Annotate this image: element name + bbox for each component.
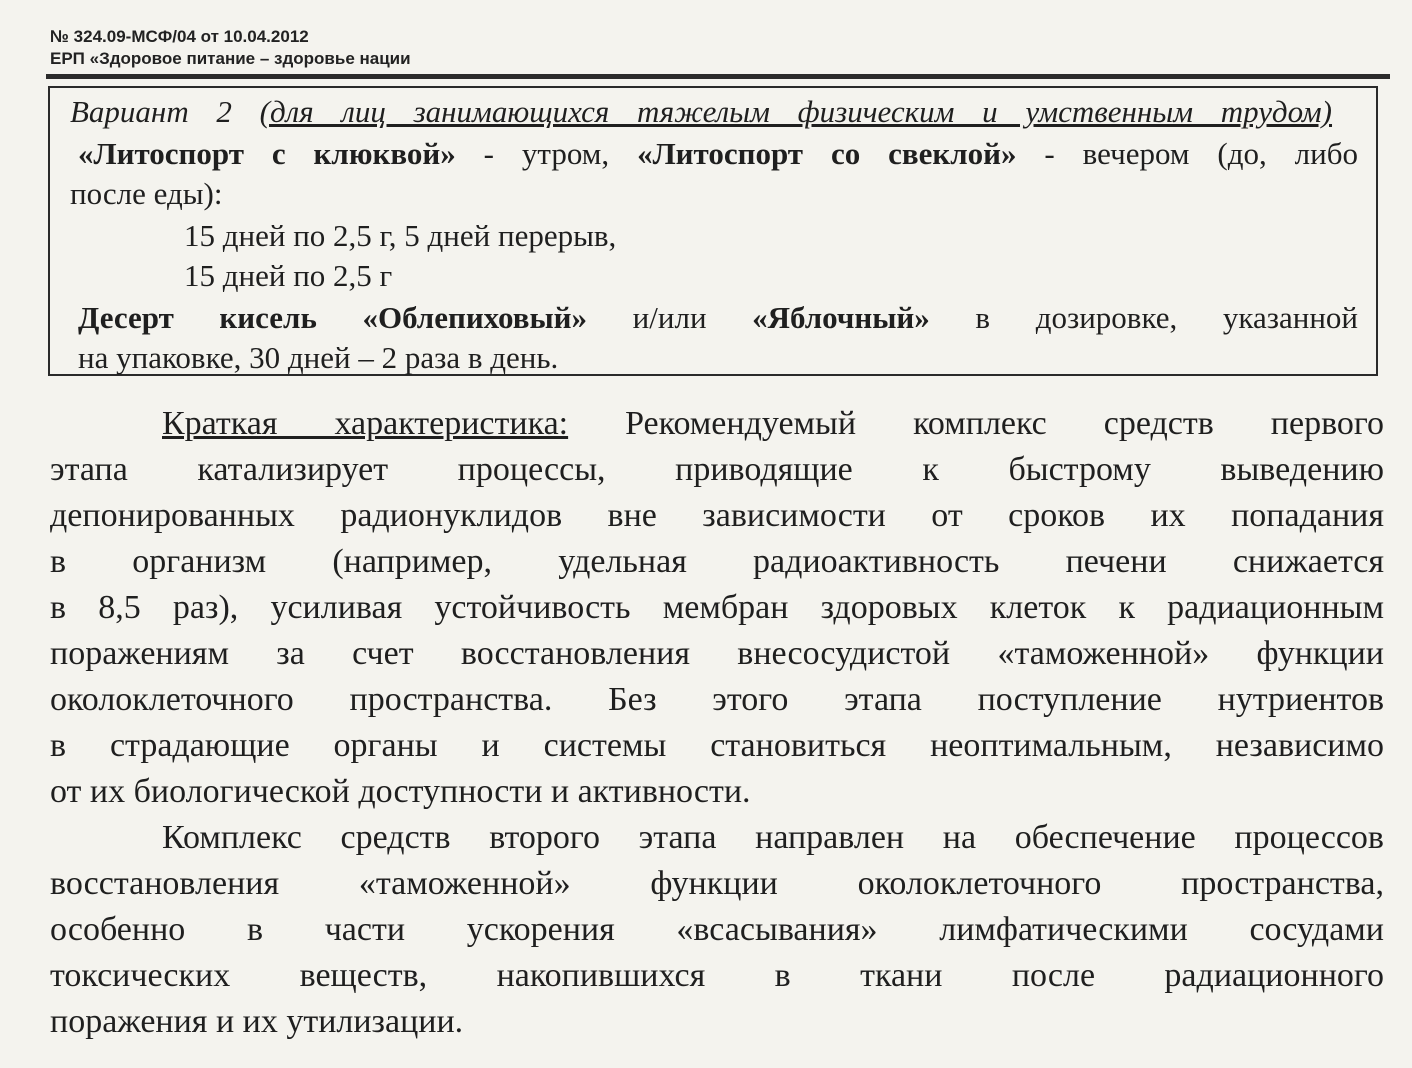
p2-line-1: Комплекс средств второго этапа направлен на обеспечение процессов [162,819,1384,856]
p1-line-8: в страдающие органы и системы становиться неоптимальным, независимо [50,727,1384,764]
summary-label: Краткая характеристика: [162,405,569,442]
p1-line-5: в 8,5 раз), усиливая устойчивость мембран здоровых клеток к радиационным [50,589,1384,626]
variant-box [48,86,1378,376]
p1-line-3: депонированных радионуклидов вне зависимости от сроков их попадания [50,497,1384,534]
p2-line-4: токсических веществ, накопившихся в ткани после радиационного [50,957,1384,994]
p2-line-5: поражения и их утилизации. [50,1003,464,1040]
product-litosport-beet: «Литоспорт со свеклой» [637,136,1017,171]
document-number: № 324.09-МСФ/04 от 10.04.2012 [50,27,309,46]
dosage-line-1: 15 дней по 2,5 г, 5 дней перерыв, [184,218,617,253]
box-line-2 [78,136,1358,172]
variant-condition: (для лиц занимающихся тяжелым физическим и умственным трудом) [259,94,1333,129]
variant-title [70,94,1332,130]
dosage-line-2: 15 дней по 2,5 г [184,258,393,293]
product-kissel-seabuckthorn: Десерт кисель «Облепиховый» [78,300,588,335]
p2-line-2: восстановления «таможенной» функции околоклеточного пространства, [50,865,1384,902]
p1-line-9: от их биологической доступности и активности. [50,773,751,810]
program-name: ЕРП «Здоровое питание – здоровье нации [50,49,411,68]
box-text: и/или [587,300,753,335]
p1-line-4: в организм (например, удельная радиоактивность печени снижается [50,543,1384,580]
box-line-6 [78,300,1358,336]
p1-line-7: околоклеточного пространства. Без этого этапа поступление нутриентов [50,681,1384,718]
variant-label: Вариант 2 [70,94,232,129]
header-divider [46,74,1390,79]
product-kissel-apple: «Яблочный» [752,300,930,335]
box-text: в дозировке, указанной [929,300,1358,335]
product-litosport-cranberry: «Литоспорт с клюквой» [78,136,456,171]
box-line-7: на упаковке, 30 дней – 2 раза в день. [78,340,559,375]
document-header [50,26,411,70]
p1-line-6: поражениям за счет восстановления внесосудистой «таможенной» функции [50,635,1384,672]
p1-line-1 [162,404,1384,444]
p1-line-2: этапа катализирует процессы, приводящие к быстрому выведению [50,451,1384,488]
box-line-3: после еды): [70,176,223,211]
p1-text: Рекомендуемый комплекс средств первого [568,405,1384,442]
box-text: - вечером (до, либо [1016,136,1359,171]
box-text: - утром, [455,136,638,171]
p2-line-3: особенно в части ускорения «всасывания» лимфатическими сосудами [50,911,1384,948]
